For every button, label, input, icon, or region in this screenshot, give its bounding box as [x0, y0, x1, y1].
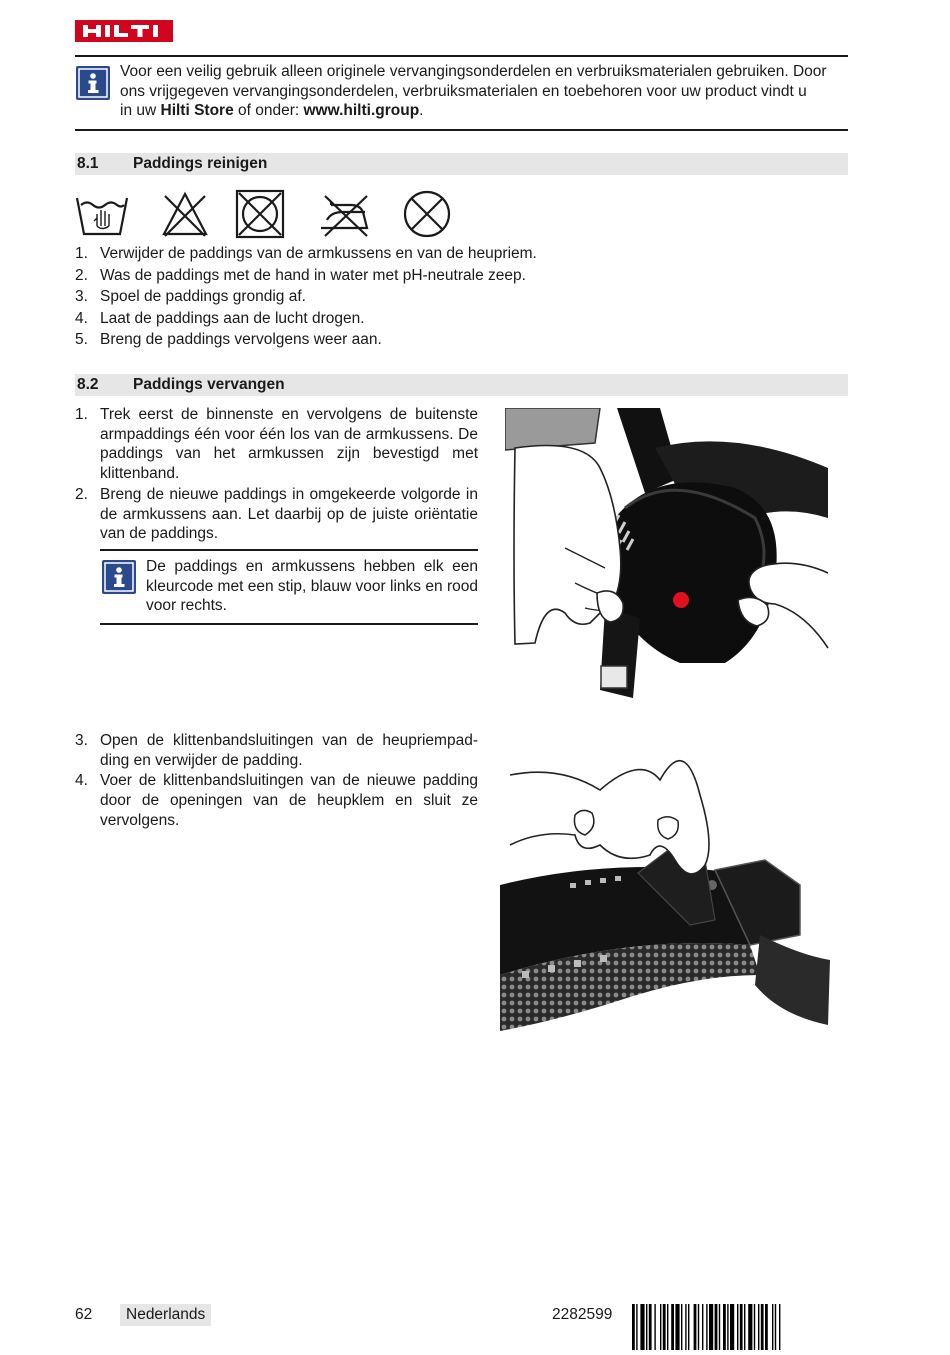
step-text: Laat de paddings aan de lucht drogen.	[100, 309, 365, 327]
list-item	[75, 485, 478, 544]
divider	[75, 55, 848, 57]
notice-text	[120, 62, 850, 121]
list-item	[75, 329, 675, 351]
step-text: Voer de klittenbandsluitingen van de nieuwe padding door de openingen van de heupklem en sluit ze vervolgens.	[100, 772, 478, 829]
barcode	[632, 1304, 848, 1350]
cleaning-steps	[75, 243, 675, 351]
replace-steps-b	[75, 731, 478, 832]
section-title: Paddings reinigen	[133, 155, 268, 172]
info-icon	[102, 560, 136, 594]
notice-text-part: of onder:	[233, 102, 304, 119]
step-number: 3.	[75, 732, 88, 749]
section-heading-8-2	[75, 374, 848, 396]
step-text: Verwijder de paddings van de armkussens en van de heupriem.	[100, 245, 537, 262]
section-title: Paddings vervangen	[133, 376, 285, 393]
notice-line-1: Voor een veilig gebruik alleen originele vervangingsonderdelen en verbruiksmaterialen gebruiken. Door	[120, 63, 827, 80]
step-text: Spoel de paddings grondig af.	[100, 288, 306, 305]
notice-line-2: ons vrijgegeven vervangingsonderdelen, verbruiksmaterialen en toebehoren voor uw product vindt u	[120, 82, 807, 100]
list-item	[75, 243, 675, 265]
step-number: 2.	[75, 266, 88, 284]
step-number: 1.	[75, 245, 88, 262]
list-item	[75, 405, 478, 484]
divider	[75, 129, 848, 131]
notice-text-part: in uw	[120, 102, 161, 119]
step-number: 1.	[75, 406, 88, 423]
no-ironing-icon	[321, 196, 367, 236]
info-note-text: De paddings en armkussens hebben elk een kleurcode met een stip, blauw voor links en rood voor rechts.	[146, 558, 478, 614]
hilti-store-link[interactable]: Hilti Store	[160, 102, 234, 119]
no-bleach-icon	[164, 194, 206, 236]
step-text: Open de klittenbandsluitingen van de heupriempadding en verwijder de padding.	[100, 732, 478, 769]
list-item	[75, 771, 478, 830]
section-number: 8.1	[77, 155, 99, 172]
website-link[interactable]: www.hilti.group	[303, 102, 420, 119]
divider	[100, 623, 478, 625]
info-icon	[76, 66, 110, 100]
hilti-logo	[75, 20, 173, 42]
step-text: Breng de nieuwe paddings in omgekeerde volgorde in de armkussens aan. Let daarbij op de juiste oriëntatie van de paddings.	[100, 485, 478, 543]
arm-padding-illustration	[505, 408, 830, 700]
no-tumble-dry-icon	[237, 191, 283, 237]
step-text: Trek eerst de binnenste en vervolgens de buitenste armpaddings één voor één los van de armkussens. De paddings van het armkussen zijn bevestigd met klittenband.	[100, 406, 478, 483]
document-number: 2282599	[552, 1306, 613, 1323]
no-dry-clean-icon	[405, 192, 449, 236]
notice-text-part: .	[419, 102, 424, 119]
hand-wash-icon	[77, 198, 127, 234]
step-number: 2.	[75, 485, 88, 503]
list-item	[75, 286, 675, 308]
list-item	[75, 308, 675, 330]
section-heading-8-1	[75, 153, 848, 175]
step-text: Was de paddings met de hand in water met pH-neutrale zeep.	[100, 266, 526, 284]
replace-steps-a	[75, 405, 478, 545]
section-number: 8.2	[77, 376, 99, 393]
step-number: 5.	[75, 331, 88, 348]
care-symbols	[75, 188, 460, 240]
list-item	[75, 731, 478, 770]
divider	[100, 549, 478, 551]
step-number: 3.	[75, 288, 88, 305]
step-number: 4.	[75, 309, 88, 327]
notice-line-3	[120, 101, 850, 121]
step-text: Breng de paddings vervolgens weer aan.	[100, 331, 382, 348]
language-label: Nederlands	[120, 1304, 211, 1326]
list-item	[75, 265, 675, 287]
step-number: 4.	[75, 772, 88, 790]
red-color-dot	[673, 592, 689, 608]
page-number: 62	[75, 1306, 93, 1323]
hip-belt-padding-illustration	[500, 735, 830, 1031]
